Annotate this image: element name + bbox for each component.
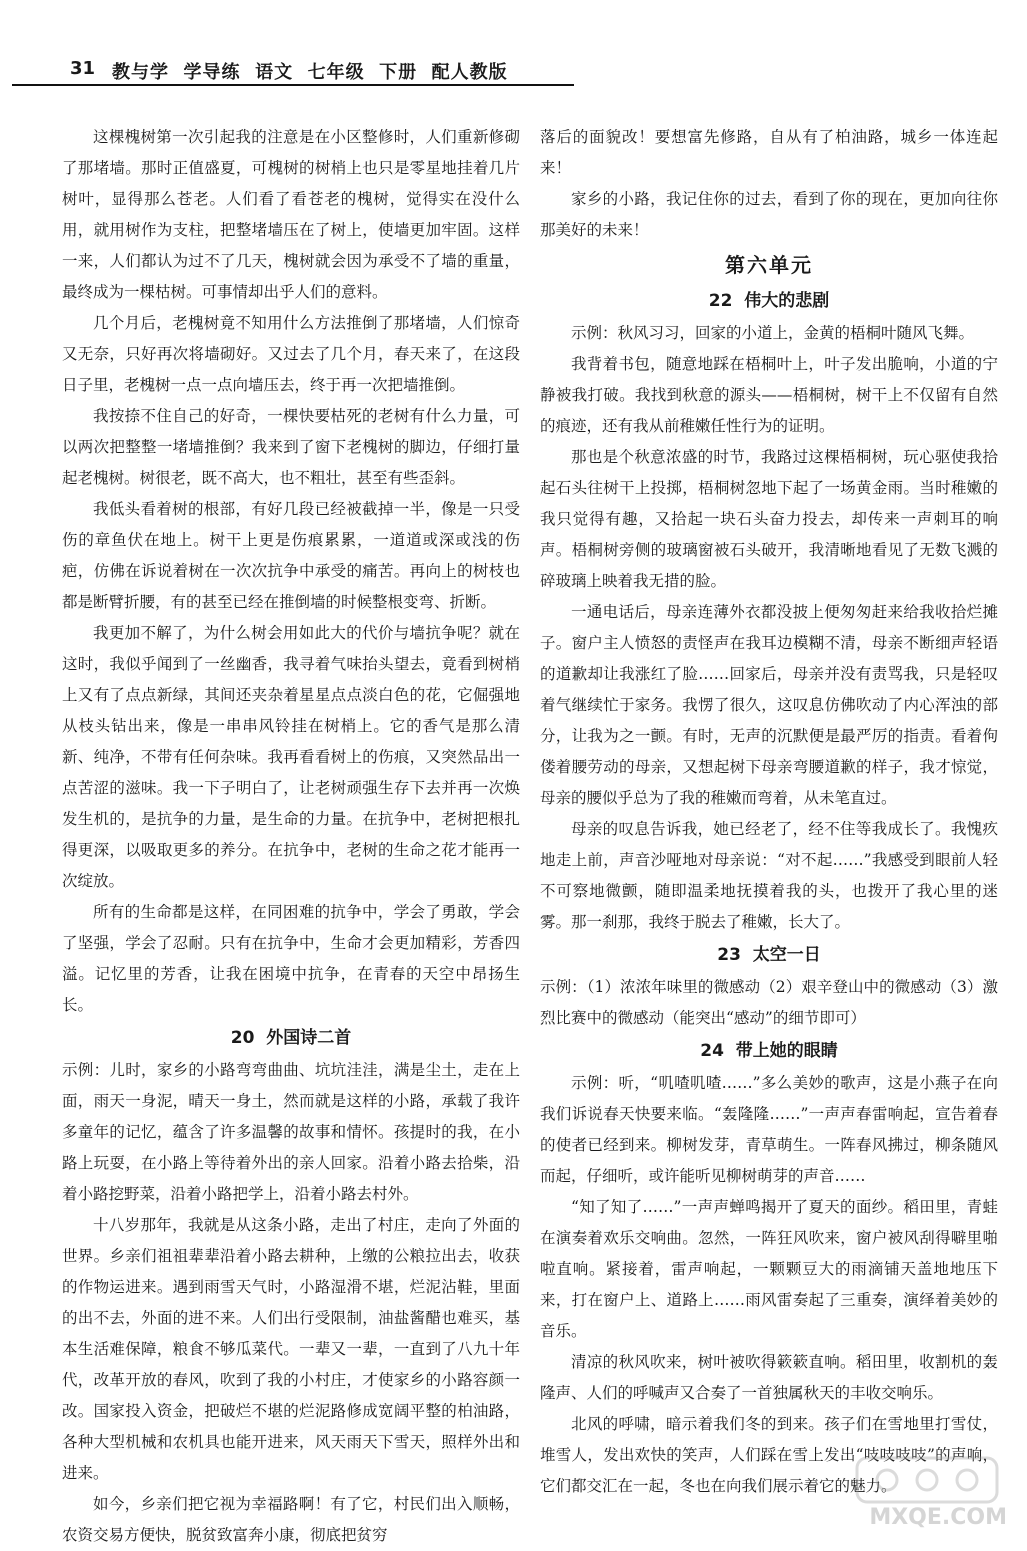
paragraph: 家乡的小路，我记住你的过去，看到了你的现在，更加向往你那美好的未来！ [540,190,998,239]
unit-heading: 第六单元 [725,253,813,277]
paragraph: 几个月后，老槐树竟不知用什么方法推倒了那堵墙，人们惊奇又无奈，只好再次将墙砌好。又过去了几个月，春天来了，在这段日子里，老槐树一点一点向墙压去，终于再一次把墙推倒。 [62,314,520,394]
paragraph: 示例：听，“叽喳叽喳……”多么美妙的歌声，这是小燕子在向我们诉说春天快要来临。“轰隆隆……”一声声春雷响起，宣告着春的使者已经到来。柳树发芽，青草萌生。一阵春风拂过，柳条随风而起，仔细听，或许能听见柳树萌芽的声音…… [540,1074,998,1185]
paragraph: 所有的生命都是这样，在同困难的抗争中，学会了勇敢，学会了坚强，学会了忍耐。只有在抗争中，生命才会更加精彩，芳香四溢。记忆里的芳香，让我在困境中抗争，在青春的天空中昂扬生长。 [62,903,520,1014]
header-rule [12,84,574,86]
paragraph: 我低头看着树的根部，有好几段已经被截掉一半，像是一只受伤的章鱼伏在地上。树干上更是伤痕累累，一道道或深或浅的伤疤，仿佛在诉说着树在一次次抗争中承受的痛苦。再向上的树枝也都是断臂折腰，有的甚至已经在推倒墙的时候整根变弯、折断。 [62,500,520,611]
paragraph: 示例：秋风习习，回家的小道上，金黄的梧桐叶随风飞舞。 [571,324,975,342]
paragraph: 我更加不解了，为什么树会用如此大的代价与墙抗争呢？就在这时，我似乎闻到了一丝幽香，我寻着气味抬头望去，竟看到树梢上又有了点点新绿，其间还夹杂着星星点点淡白色的花，它倔强地从枝头钻出来，像是一串串风铃挂在树梢上。它的香气是那么清新、纯净，不带有任何杂味。我再看看树上的伤痕，又突然品出一点苦涩的滋味。我一下子明白了，让老树顽强生存下去并再一次焕发生机的，是抗争的力量，是生命的力量。在抗争中，老树把根扎得更深，以吸取更多的养分。在抗争中，老树的生命之花才能再一次绽放。 [62,624,520,890]
paragraph: 我按捺不住自己的好奇，一棵快要枯死的老树有什么力量，可以两次把整整一堵墙推倒？我来到了窗下老槐树的脚边，仔细打量起老槐树。树很老，既不高大，也不粗壮，甚至有些歪斜。 [62,407,520,487]
paragraph: 示例：（1）浓浓年味里的微感动（2）艰辛登山中的微感动（3）激烈比赛中的微感动（能突出“感动”的细节即可） [540,978,998,1027]
lesson-heading: 24 带上她的眼睛 [700,1041,838,1061]
lesson-heading: 20 外国诗二首 [230,1028,352,1048]
paragraph: 这棵槐树第一次引起我的注意是在小区整修时，人们重新修砌了那堵墙。那时正值盛夏，可槐树的树梢上也只是零星地挂着几片树叶，显得那么苍老。人们看了看苍老的槐树，觉得实在没什么用，就用树作为支柱，把整堵墙压在了树上，使墙更加牢固。这样一来，人们都认为过不了几天，槐树就会因为承受不了墙的重量，最终成为一棵枯树。可事情却出乎人们的意料。 [62,128,520,301]
paragraph: 我背着书包，随意地踩在梧桐叶上，叶子发出脆响，小道的宁静被我打破。我找到秋意的源头——梧桐树，树干上不仅留有自然的痕迹，还有我从前稚嫩任性行为的证明。 [540,355,998,435]
paragraph: 示例：儿时，家乡的小路弯弯曲曲、坑坑洼洼，满是尘土，走在上面，雨天一身泥，晴天一身土，然而就是这样的小路，承载了我许多童年的记忆，蕴含了许多温馨的故事和情怀。孩提时的我，在小路上玩耍，在小路上等待着外出的亲人回家。沿着小路去拾柴，沿着小路挖野菜，沿着小路把学上，沿着小路去村外。 [62,1061,520,1203]
lesson-heading: 23 太空一日 [717,945,821,965]
book-title: 教与学 学导练 语文 七年级 下册 配人教版 [112,62,508,83]
paragraph: 如今，乡亲们把它视为幸福路啊！有了它，村民们出入顺畅，农资交易方便快，脱贫致富奔小康，彻底把贫穷 [62,1495,520,1544]
right-column [540,122,998,1536]
lesson-heading: 22 伟大的悲剧 [708,291,830,311]
page-header [12,56,574,86]
paragraph: 那也是个秋意浓盛的时节，我路过这棵梧桐树，玩心驱使我拾起石头往树干上投掷，梧桐树忽地下起了一场黄金雨。当时稚嫩的我只觉得有趣，又拾起一块石头奋力投去，却传来一声刺耳的响声。梧桐树旁侧的玻璃窗被石头破开，我清晰地看见了无数飞溅的碎玻璃上映着我无措的脸。 [540,448,998,590]
paragraph: 十八岁那年，我就是从这条小路，走出了村庄，走向了外面的世界。乡亲们祖祖辈辈沿着小路去耕种，上缴的公粮拉出去，收获的作物运进来。遇到雨雪天气时，小路湿滑不堪，烂泥沾鞋，里面的出不去，外面的进不来。人们出行受限制，油盐酱醋也难买，基本生活难保障，粮食不够瓜菜代。一辈又一辈，一直到了八九十年代，改革开放的春风，吹到了我的小村庄，才使家乡的小路容颜一改。国家投入资金，把破烂不堪的烂泥路修成宽阔平整的柏油路，各种大型机械和农机具也能开进来，风天雨天下雪天，照样外出和进来。 [62,1216,520,1482]
watermark-logo-icon [847,1450,1007,1510]
paragraph: 一通电话后，母亲连薄外衣都没披上便匆匆赶来给我收拾烂摊子。窗户主人愤怒的责怪声在我耳边模糊不清，母亲不断细声轻语的道歉却让我涨红了脸……回家后，母亲并没有责骂我，只是轻叹着气继续忙于家务。我愣了很久，这叹息仿佛吹动了内心浑浊的部分，让我为之一颤。有时，无声的沉默便是最严厉的指责。看着佝偻着腰劳动的母亲，又想起树下母亲弯腰道歉的样子，我才惊觉，母亲的腰似乎总为了我的稚嫩而弯着，从未笔直过。 [540,603,998,807]
paragraph: “知了知了……”一声声蝉鸣揭开了夏天的面纱。稻田里，青蛙在演奏着欢乐交响曲。忽然，一阵狂风吹来，窗户被风刮得噼里啪啦直响。紧接着，雷声响起，一颗颗豆大的雨滴铺天盖地地压下来，打在窗户上、道路上……雨风雷奏起了三重奏，演绎着美妙的音乐。 [540,1198,998,1340]
watermark-logo [847,1450,1007,1530]
page-number: 31 [70,58,96,79]
watermark-url: MXQE.COM [869,1505,1007,1530]
paragraph: 北风的呼啸，暗示着我们冬的到来。孩子们在雪地里打雪仗，堆雪人，发出欢快的笑声，人们踩在雪上发出“吱吱吱吱”的声响，它们都交汇在一起，冬也在向我们展示着它的魅力。 [540,1415,998,1495]
paragraph: 清凉的秋风吹来，树叶被吹得簌簌直响。稻田里，收割机的轰隆声、人们的呼喊声又合奏了一首独属秋天的丰收交响乐。 [540,1353,998,1402]
paragraph: 母亲的叹息告诉我，她已经老了，经不住等我成长了。我愧疚地走上前，声音沙哑地对母亲说：“对不起……”我感受到眼前人轻不可察地微颤，随即温柔地抚摸着我的头，也拨开了我心里的迷雾。那一刹那，我终于脱去了稚嫩，长大了。 [540,820,998,931]
paragraph: 落后的面貌改！要想富先修路，自从有了柏油路，城乡一体连起来！ [540,128,998,177]
left-column [62,122,520,1544]
